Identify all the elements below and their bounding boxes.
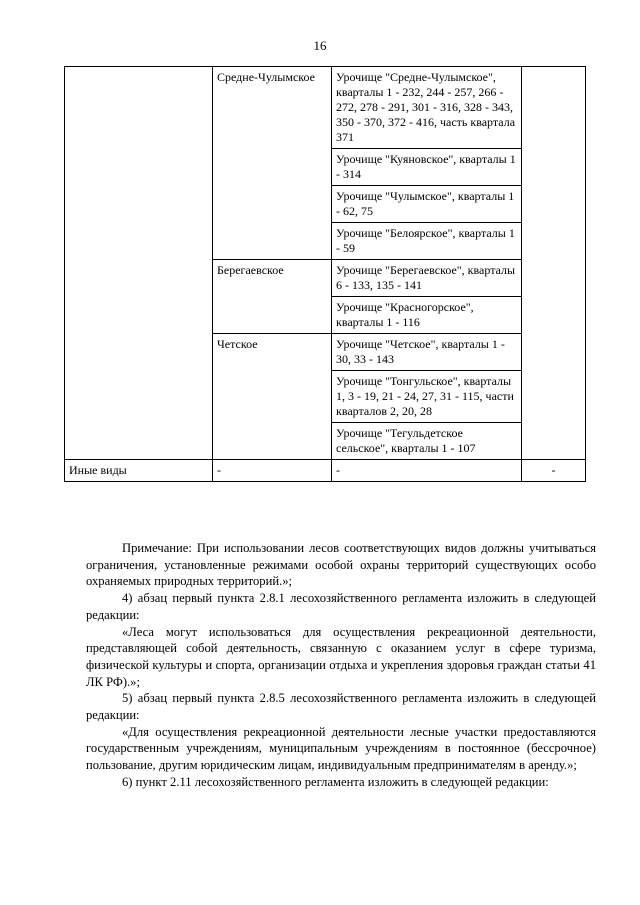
body-text (86, 540, 596, 791)
tract-cell: Урочище "Тегульдетское сельское", кварталы 1 - 107 (332, 423, 522, 460)
tract-cell: Урочище "Тонгульское", кварталы 1, 3 - 19, 21 - 24, 27, 31 - 115, части кварталов 2, 20, 28 (332, 371, 522, 423)
item-5-quote: «Для осуществления рекреационной деятельности лесные участки предоставляются государственным учреждениям, муниципальным учреждениям в постоянное (бессрочное) пользование, другим юридическим лицам, индивидуальным предпринимателям в аренду.»; (86, 724, 596, 773)
forestry-cell: Берегаевское (213, 260, 332, 334)
tract-cell: Урочище "Чулымское", кварталы 1 - 62, 75 (332, 186, 522, 223)
other-tract-dash: - (332, 460, 522, 482)
item-4-paragraph: 4) абзац первый пункта 2.8.1 лесохозяйственного регламента изложить в следующей редакции: (86, 591, 596, 622)
page-number: 16 (313, 38, 327, 53)
tract-cell: Урочище "Четское", кварталы 1 - 30, 33 - 143 (332, 334, 522, 371)
other-type-label: Иные виды (65, 460, 213, 482)
tract-cell: Урочище "Средне-Чулымское", кварталы 1 - 232, 244 - 257, 266 - 272, 278 - 291, 301 - 316, 328 - 343, 350 - 370, 372 - 416, часть квартала 371 (332, 67, 522, 149)
other-note-dash: - (522, 460, 586, 482)
tract-cell: Урочище "Куяновское", кварталы 1 - 314 (332, 149, 522, 186)
forest-table (64, 66, 586, 482)
tract-cell: Урочище "Берегаевское", кварталы 6 - 133, 135 - 141 (332, 260, 522, 297)
note-cell-empty (522, 67, 586, 460)
other-forestry-dash: - (213, 460, 332, 482)
tract-cell: Урочище "Белоярское", кварталы 1 - 59 (332, 223, 522, 260)
tract-cell: Урочище "Красногорское", кварталы 1 - 116 (332, 297, 522, 334)
forestry-cell: Средне-Чулымское (213, 67, 332, 260)
item-4-quote: «Леса могут использоваться для осуществления рекреационной деятельности, представляющей собой деятельность, связанную с оказанием услуг в сфере туризма, физической культуры и спорта, организации отдыха и укрепления здоровья граждан статьи 41 ЛК РФ).»; (86, 624, 596, 689)
item-6-paragraph: 6) пункт 2.11 лесохозяйственного регламента изложить в следующей редакции: (122, 774, 549, 789)
forestry-cell: Четское (213, 334, 332, 460)
note-paragraph: Примечание: При использовании лесов соответствующих видов должны учитываться ограничения, установленные режимами особой охраны территорий существующих особо охраняемых природных территорий.»; (86, 541, 596, 589)
table-row-other (65, 460, 586, 482)
item-5-paragraph: 5) абзац первый пункта 2.8.5 лесохозяйственного регламента изложить в следующей редакции: (86, 691, 596, 723)
type-cell-empty (65, 67, 213, 460)
table-row (65, 67, 586, 149)
